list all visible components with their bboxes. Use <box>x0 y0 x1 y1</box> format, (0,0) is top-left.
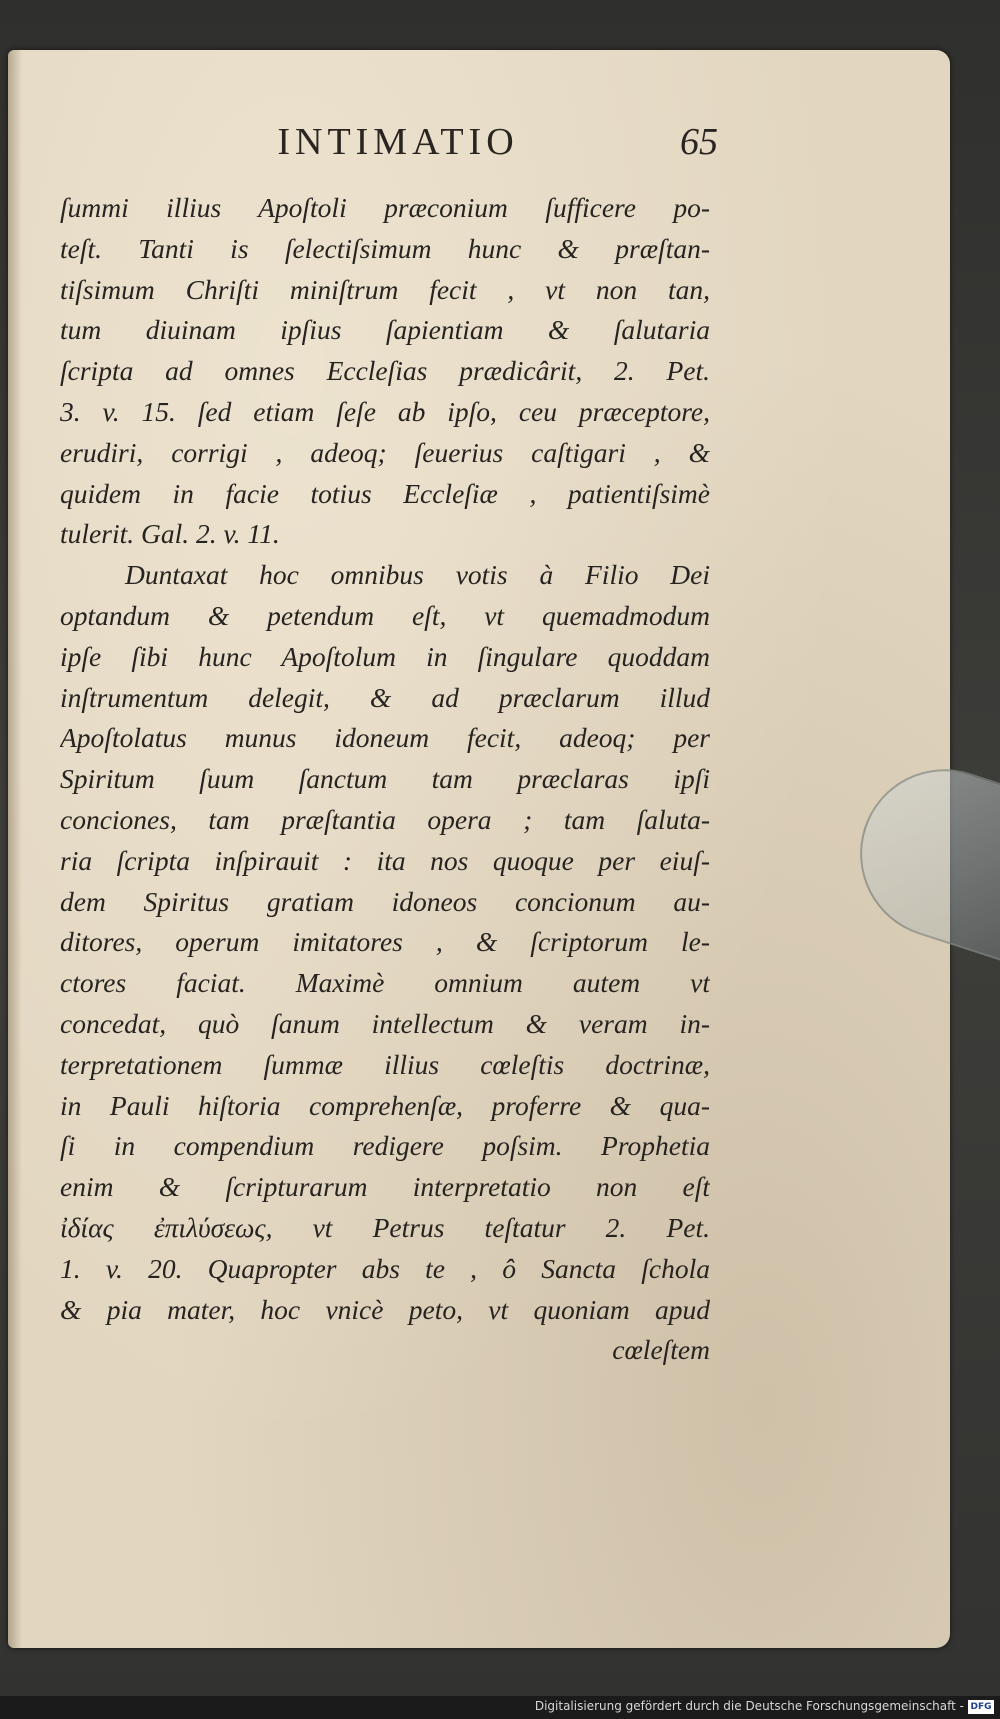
text-line: inſtrumentum delegit, & ad præclarum illud <box>60 681 710 713</box>
text-line: concedat, quò ſanum intellectum & veram in- <box>60 1007 710 1039</box>
footer-bar <box>0 1696 1000 1719</box>
text-line: 3. v. 15. ſed etiam ſeſe ab ipſo, ceu præceptore, <box>60 395 710 427</box>
text-line: erudiri, corrigi , adeoq; ſeuerius caſtigari , & <box>60 436 710 468</box>
text-line: quidem in facie totius Eccleſiæ , patientiſsimè <box>60 477 710 509</box>
catchword: cœleſtem <box>612 1334 710 1366</box>
text-line: ſi in compendium redigere poſsim. Prophetia <box>60 1130 710 1162</box>
page-edge-shadow <box>8 50 22 1648</box>
book-page <box>8 50 950 1648</box>
text-line: ditores, operum imitatores , & ſcriptorum le- <box>60 926 710 958</box>
text-line: dem Spiritus gratiam idoneos concionum au- <box>60 885 710 917</box>
page-number: 65 <box>680 121 718 163</box>
text-line: ctores faciat. Maximè omnium autem vt <box>60 967 710 999</box>
body-text <box>60 188 710 1371</box>
text-line: tum diuinam ipſius ſapientiam & ſalutaria <box>60 314 710 346</box>
dfg-logo: DFG <box>968 1700 994 1714</box>
text-line: Spiritum ſuum ſanctum tam præclaras ipſi <box>60 763 710 795</box>
text-line: ria ſcripta inſpirauit : ita nos quoque per eiuſ- <box>60 844 710 876</box>
text-line: ſcripta ad omnes Eccleſias prædicârit, 2. Pet. <box>60 355 710 387</box>
funding-note: Digitalisierung gefördert durch die Deutsche Forschungsgemeinschaft - <box>534 1699 964 1713</box>
page-header <box>8 120 950 180</box>
text-line: conciones, tam præſtantia opera ; tam ſaluta- <box>60 803 710 835</box>
running-title: INTIMATIO <box>277 121 519 163</box>
text-line: 1. v. 20. Quapropter abs te , ô Sancta ſchola <box>60 1252 710 1284</box>
text-line: tulerit. Gal. 2. v. 11. <box>60 518 280 550</box>
text-line: tiſsimum Chriſti miniſtrum fecit , vt non tan, <box>60 273 710 305</box>
text-line: & pia mater, hoc vnicè peto, vt quoniam apud <box>60 1293 710 1325</box>
text-line: ἰδίας ἐπιλύσεως, vt Petrus teſtatur 2. Pet. <box>60 1211 710 1243</box>
text-line: ipſe ſibi hunc Apoſtolum in ſingulare quoddam <box>60 640 710 672</box>
text-line: ſummi illius Apoſtoli præconium ſufficere po- <box>60 192 710 223</box>
text-line: Apoſtolatus munus idoneum fecit, adeoq; per <box>60 722 710 754</box>
text-line: Duntaxat hoc omnibus votis à Filio Dei <box>125 559 710 591</box>
text-line: terpretationem ſummæ illius cœleſtis doctrinæ, <box>60 1048 710 1080</box>
text-line: enim & ſcripturarum interpretatio non eſt <box>60 1171 710 1203</box>
text-line: optandum & petendum eſt, vt quemadmodum <box>60 599 710 631</box>
text-line: teſt. Tanti is ſelectiſsimum hunc & præſtan- <box>60 232 710 264</box>
text-line: in Pauli hiſtoria comprehenſæ, proferre & qua- <box>60 1089 710 1121</box>
